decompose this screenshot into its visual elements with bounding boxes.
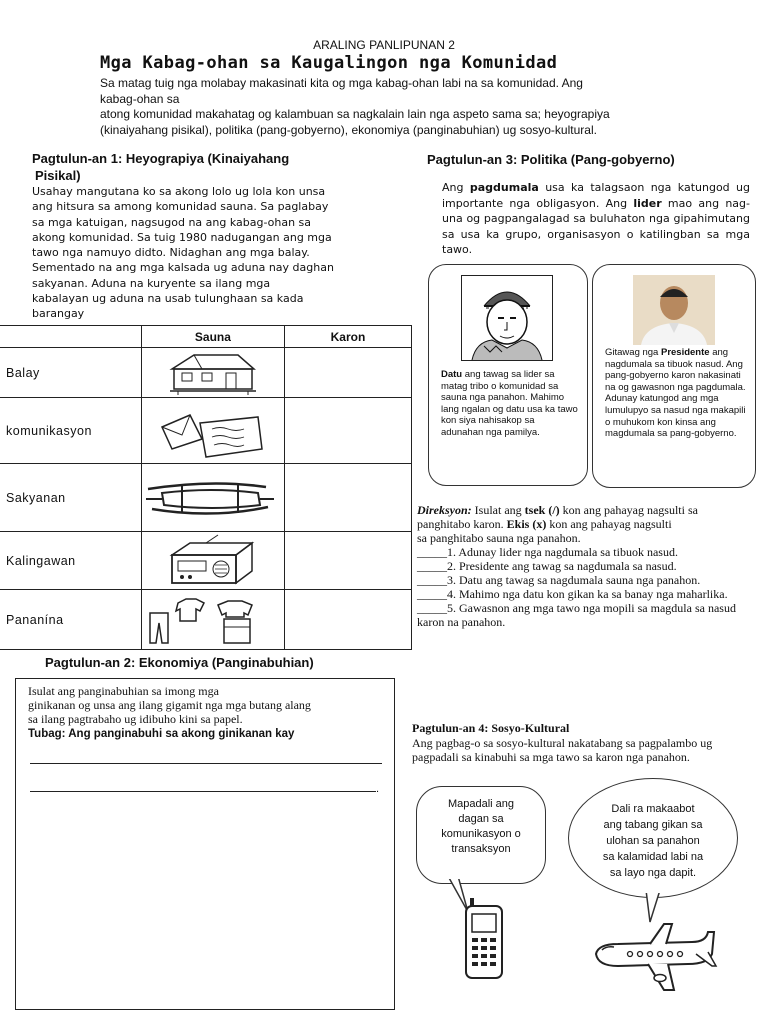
lesson3-paragraph: Ang pagdumala usa ka talagsaon nga katungod ug importante nga obligasyon. Ang lider mao ang nag-una og pagpangalagad sa buluhaton nga gipahimutang sa usa ka grupo, organisasyon o katilingban sa mga tawo. [442,181,750,257]
radio-icon [141,532,284,590]
datu-portrait [461,275,553,361]
direction-block: Direksyon: Isulat ang tsek (/) kon ang pahayag nagsulti sa panghitabo karon. Ekis (x) kon ang pahayag nagsulti sa panghitabo sauna nga panahon. _____1. Adunay lider nga nagdumala sa tibuok nasud. _____2. Presidente ang tawag sa nagdumala sa nasud. _____3. Datu ang tawag sa nagdumala sauna nga panahon. _____4. Mahimo nga datu kon gikan ka sa banay nga maharlika. _____5. Gawasnon ang mga tawo nga mopili sa magdula sa nasud karon na panahon. [417,503,747,629]
mobile-phone-icon [462,898,506,980]
table-row-label: Balay [0,348,141,398]
quiz-item[interactable]: _____1. Adunay lider nga nagdumala sa tibuok nasud. [417,545,678,559]
answer-line-1[interactable] [30,763,382,764]
table-row-label: Sakyanan [0,464,141,532]
quiz-item[interactable]: _____5. Gawasnon ang mga tawo nga mopili sa magdula sa nasud karon na panahon. [417,601,736,629]
letter-icon [141,398,284,464]
table-row-label: Pananína [0,590,141,650]
lesson4-title: Pagtulun-an 4: Sosyo-Kultural [412,721,570,735]
speech-bubble-airplane: Dali ra makaabot ang tabang gikan sa ulohan sa panahon sa kalamidad labi na sa layo nga dapit. [568,778,738,898]
table-row-label: komunikasyon [0,398,141,464]
intro-paragraph: Sa matag tuig nga molabay makasinati kita og mga kabag-ohan labi na sa komunidad. Ang kabag-ohan sa atong komunidad makahatag og kalambuan sa nagkalain lain nga aspeto sama sa; heyograpiya (kinaiyahang pisikal), politika (pang-gobyerno), ekonomiya (panginabuhian) ug sosyo-kultural. [100,76,610,137]
house-icon [141,348,284,398]
datu-card [428,264,588,486]
page-title: Mga Kabag-ohan sa Kaugalingon nga Komunidad [100,53,558,73]
speech-bubble-phone: Mapadali ang dagan sa komunikasyon o transaksyon [416,786,546,884]
lesson4-paragraph: Ang pagbag-o sa sosyo-kultural nakatabang sa pagpalambo ug pagpadali sa kinabuhi sa mga tawo sa karon nga panahon. [412,736,713,765]
presidente-card [592,264,756,488]
lesson3-title: Pagtulun-an 3: Politika (Pang-gobyerno) [427,152,675,167]
quiz-item[interactable]: _____3. Datu ang tawag sa nagdumala sauna nga panahon. [417,573,701,587]
presidente-description: Gitawag nga Presidente ang nagdumala sa tibuok nasud. Ang pang-gobyerno karon nakasinati na og gawasnon nga pagdumala. Adunay katungod ang mga lumulupyo sa nasud nga makapili o muhukom kon kinsa ang magdumala sa pang-gobyerno. [605,347,746,440]
table-row-label: Kalingawan [0,532,141,590]
lesson2-box: Isulat ang panginabuhian sa imong mga ginikanan og unsa ang ilang gigamit nga mga butang alang sa ilang pagtrabaho ug idibuho kini sa papel. Tubag: Ang panginabuhi sa akong ginikanan kay . [15,678,395,1010]
lesson1-title: Pagtulun-an 1: Heyograpiya (Kinaiyahang Pisikal) [32,151,290,183]
header-karon: Karon [284,326,411,348]
lesson2-title: Pagtulun-an 2: Ekonomiya (Panginabuhian) [45,655,314,670]
answer-label: Tubag: Ang panginabuhi sa akong ginikanan kay [28,727,295,740]
clothes-icon [141,590,284,650]
lesson1-paragraph: Usahay mangutana ko sa akong lolo ug lola kon unsa ang hitsura sa among komunidad sauna. Sa paglabay sa mga katuigan, nagsugod na ang kabag-ohan sa akong komunidad. Sa tuig 1980 nadugangan ang mga tawo nga namuyo didto. Nidaghan ang mga balay. Sementado na ang mga kalsada ug aduna nay daghan sakyanan. Aduna na kuryente sa ilang mga kabalayan ug aduna na usab tulunghaan sa kada barangay [32,185,334,321]
comparison-table [0,325,412,650]
quiz-item[interactable]: _____4. Mahimo nga datu kon gikan ka sa banay nga maharlika. [417,587,728,601]
quiz-item[interactable]: _____2. Presidente ang tawag sa nagdumala sa nasud. [417,559,677,573]
datu-description: Datu ang tawag sa lider sa matag tribo o komunidad sa sauna nga panahon. Mahimo lang ngalan og datu usa ka tawo kon siya nahisakop sa adunahan nga pamilya. [441,369,578,438]
airplane-icon [588,920,718,994]
header-sauna: Sauna [141,326,284,348]
answer-line-2[interactable] [30,791,376,792]
subject-header: ARALING PANLIPUNAN 2 [313,38,455,52]
boat-icon [141,464,284,532]
lesson2-instructions: Isulat ang panginabuhian sa imong mga ginikanan og unsa ang ilang gigamit nga mga butang alang sa ilang pagtrabaho ug idibuho kini sa papel. Tubag: Ang panginabuhi sa akong ginikanan kay [28,684,388,741]
president-photo [633,275,715,345]
